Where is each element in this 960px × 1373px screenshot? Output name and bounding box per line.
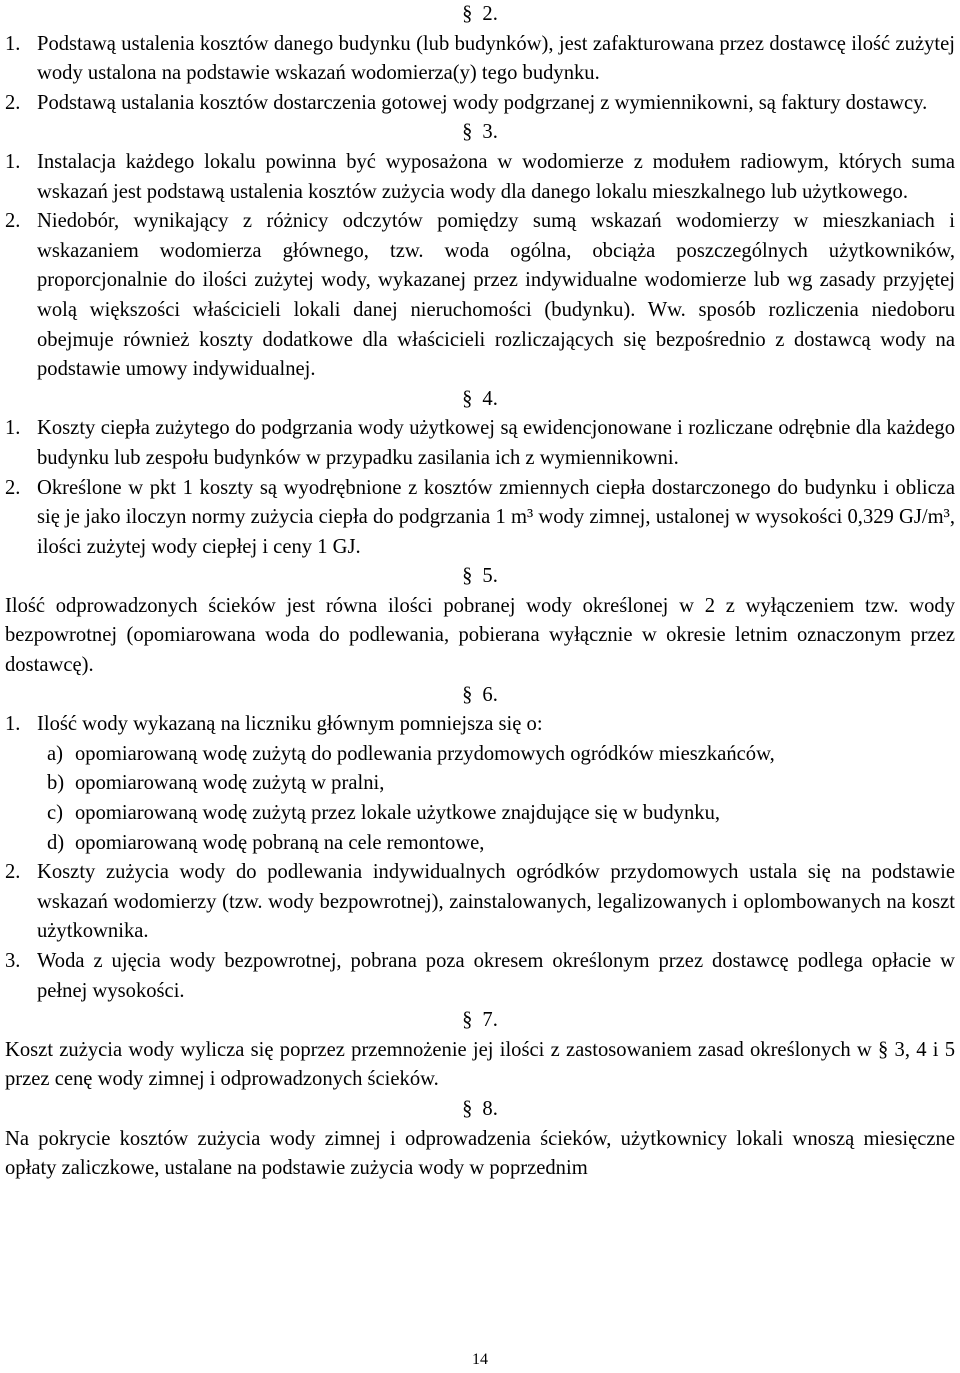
sub-item-text: opomiarowaną wodę zużytą przez lokale użytkowe znajdujące się w budynku, bbox=[75, 802, 721, 825]
item-text: Koszty ciepła zużytego do podgrzania wody użytkowej są ewidencjonowane i rozliczane odrębnie dla każdego budynku lub zespołu budynków w przypadku zasilania ich z wymiennikowni. bbox=[37, 417, 955, 469]
list-item bbox=[5, 474, 955, 563]
item-number: 1. bbox=[5, 713, 21, 736]
section-symbol: § bbox=[462, 121, 473, 144]
section-heading-8 bbox=[5, 1095, 955, 1125]
item-number: 1. bbox=[5, 150, 21, 173]
document-page bbox=[5, 0, 955, 1184]
section-number: 6. bbox=[482, 683, 498, 706]
sub-item-text: opomiarowaną wodę zużytą w pralni, bbox=[75, 772, 385, 795]
page-number: 14 bbox=[472, 1351, 488, 1368]
sub-item-text: opomiarowaną wodę pobraną na cele remontowe, bbox=[75, 831, 485, 854]
section-heading-6 bbox=[5, 681, 955, 711]
item-text: Ilość wody wykazaną na liczniku głównym pomniejsza się o: bbox=[37, 713, 543, 736]
sub-list-item bbox=[5, 829, 955, 859]
item-number: 2. bbox=[5, 861, 21, 884]
item-text: Podstawą ustalania kosztów dostarczenia gotowej wody podgrzanej z wymiennikowni, są faktury dostawcy. bbox=[37, 91, 928, 114]
sub-list-item bbox=[5, 799, 955, 829]
section-heading-7 bbox=[5, 1006, 955, 1036]
section-heading-5 bbox=[5, 562, 955, 592]
item-text: Instalacja każdego lokalu powinna być wyposażona w wodomierze z modułem radiowym, których suma wskazań jest podstawą ustalenia kosztów zużycia wody dla danego lokalu mieszkalnego lub użytkowego. bbox=[37, 150, 955, 203]
list-item bbox=[5, 207, 955, 385]
section-number: 2. bbox=[482, 3, 498, 25]
section-symbol: § bbox=[462, 565, 473, 588]
item-text: Określone w pkt 1 koszty są wyodrębnione z kosztów zmiennych ciepła dostarczonego do budynku i oblicza się je jako iloczyn normy zużycia ciepła do podgrzania 1 m³ wody zimnej, ustalonej w wysokości 0,329 GJ/m³, ilości zużytej wody ciepłej i ceny 1 GJ. bbox=[37, 476, 955, 558]
section-symbol: § bbox=[462, 683, 473, 706]
section-symbol: § bbox=[462, 3, 473, 25]
sub-item-letter: b) bbox=[47, 772, 65, 795]
section-number: 8. bbox=[482, 1097, 498, 1120]
list-item bbox=[5, 710, 955, 740]
list-item bbox=[5, 89, 955, 119]
sub-list-item bbox=[5, 740, 955, 770]
list-item bbox=[5, 148, 955, 207]
sub-list-item bbox=[5, 769, 955, 799]
list-item bbox=[5, 30, 955, 89]
section-paragraph: Na pokrycie kosztów zużycia wody zimnej i odprowadzenia ścieków, użytkownicy lokali wnoszą miesięczne opłaty zaliczkowe, ustalane na podstawie zużycia wody w poprzednim bbox=[5, 1127, 955, 1180]
sub-item-letter: d) bbox=[47, 831, 65, 854]
list-item bbox=[5, 858, 955, 947]
sub-item-text: opomiarowaną wodę zużytą do podlewania przydomowych ogródków mieszkańców, bbox=[75, 742, 775, 765]
item-number: 1. bbox=[5, 417, 21, 440]
item-number: 2. bbox=[5, 476, 21, 499]
item-text: Koszty zużycia wody do podlewania indywidualnych ogródków przydomowych ustala się na podstawie wskazań wodomierzy (tzw. wody bezpowrotnej), zainstalowanych, legalizowanych i oplombowanych na koszt użytkownika. bbox=[37, 861, 955, 943]
section-heading-4 bbox=[5, 385, 955, 415]
item-number: 3. bbox=[5, 950, 21, 972]
item-number: 2. bbox=[5, 210, 21, 233]
list-item bbox=[5, 947, 955, 1006]
item-text: Woda z ujęcia wody bezpowrotnej, pobrana poza okresem określonym przez dostawcę podlega opłacie w pełnej wysokości. bbox=[37, 950, 955, 1002]
section-symbol: § bbox=[462, 1097, 473, 1120]
list-item bbox=[5, 414, 955, 473]
section-paragraph: Ilość odprowadzonych ścieków jest równa ilości pobranej wody określonej w 2 z wyłączeniem tzw. wody bezpowrotnej (opomiarowana woda do podlewania, pobierana wyłącznie w okresie letnim oznaczonym przez dostawcę). bbox=[5, 594, 955, 677]
item-number: 1. bbox=[5, 32, 21, 55]
section-symbol: § bbox=[462, 387, 473, 410]
item-text: Podstawą ustalenia kosztów danego budynku (lub budynków), jest zafakturowana przez dostawcę ilość zużytej wody ustalona na podstawie wskazań wodomierza(y) tego budynku. bbox=[37, 32, 955, 85]
item-number: 2. bbox=[5, 91, 21, 114]
section-number: 5. bbox=[482, 565, 498, 588]
section-number: 3. bbox=[482, 121, 498, 144]
item-text: Niedobór, wynikający z różnicy odczytów pomiędzy sumą wskazań wodomierzy w mieszkaniach i wskazaniem wodomierza głównego, tzw. woda ogólna, obciąża poszczególnych użytkowników, proporcjonalnie do ilości zużytej wody, wykazanej przez indywidualne wodomierze lub wg zasady przyjętej wolą większości właścicieli lokali danej nieruchomości (budynku). Ww. sposób rozliczenia niedoboru obejmuje również koszty dodatkowe dla właścicieli rozliczających się bezpośrednio z dostawcą wody na podstawie umowy indywidualnej. bbox=[37, 210, 955, 381]
section-number: 4. bbox=[482, 387, 498, 410]
section-symbol: § bbox=[462, 1009, 473, 1032]
sub-item-letter: c) bbox=[47, 802, 63, 825]
sub-item-letter: a) bbox=[47, 742, 63, 765]
section-paragraph: Koszt zużycia wody wylicza się poprzez przemnożenie jej ilości z zastosowaniem zasad określonych w § 3, 4 i 5 przez cenę wody zimnej i odprowadzonych ścieków. bbox=[5, 1038, 955, 1091]
section-heading-2 bbox=[5, 0, 955, 30]
section-number: 7. bbox=[482, 1009, 498, 1032]
section-heading-3 bbox=[5, 118, 955, 148]
